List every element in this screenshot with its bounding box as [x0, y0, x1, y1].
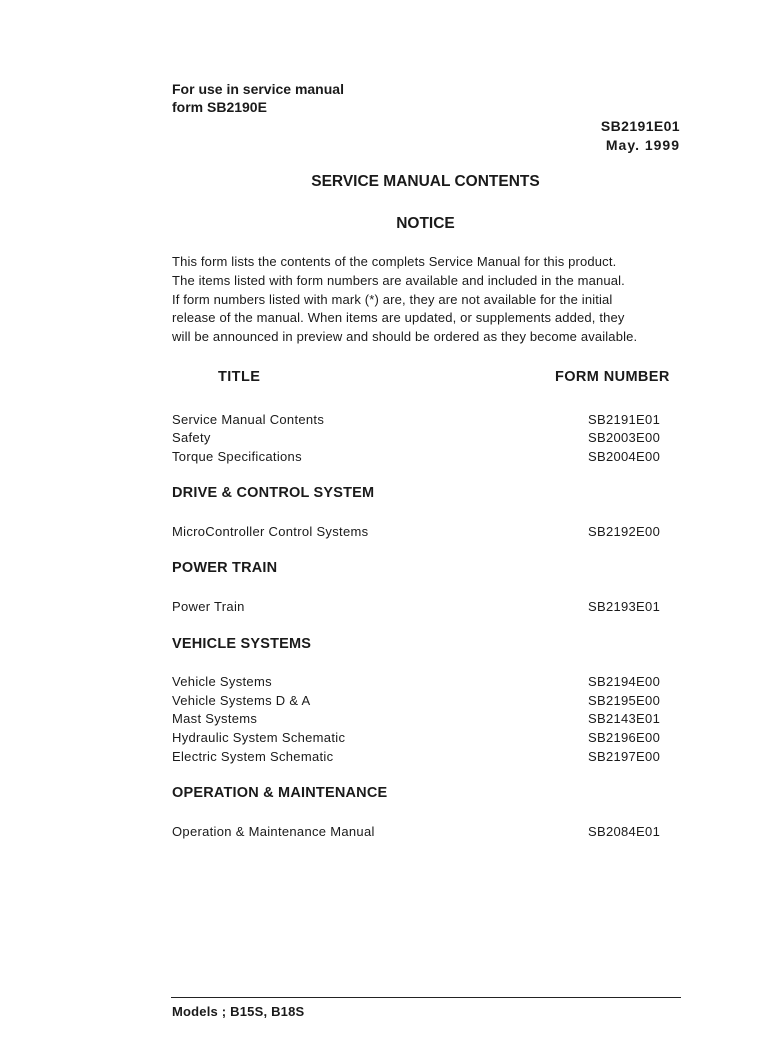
- footer-models: Models ; B15S, B18S: [172, 1004, 305, 1019]
- contents-item-form-number: SB2143E01: [588, 711, 661, 726]
- contents-item-title: Vehicle Systems: [172, 674, 272, 689]
- use-note-line-2: form SB2190E: [172, 99, 267, 115]
- contents-item-title: MicroController Control Systems: [172, 524, 369, 539]
- notice-line: The items listed with form numbers are available and included in the manual.: [172, 273, 625, 288]
- contents-item-title: Operation & Maintenance Manual: [172, 824, 375, 839]
- section-heading-operation-maintenance: OPERATION & MAINTENANCE: [172, 785, 388, 801]
- notice-line: will be announced in preview and should be ordered as they become available.: [172, 329, 638, 344]
- notice-line: If form numbers listed with mark (*) are, they are not available for the initial: [172, 292, 613, 307]
- contents-item-form-number: SB2192E00: [588, 524, 661, 539]
- contents-item-title: Electric System Schematic: [172, 749, 334, 764]
- contents-item-form-number: SB2195E00: [588, 693, 661, 708]
- section-heading-power-train: POWER TRAIN: [172, 560, 278, 576]
- contents-item-title: Hydraulic System Schematic: [172, 730, 346, 745]
- section-heading-drive-control: DRIVE & CONTROL SYSTEM: [172, 485, 375, 501]
- contents-item-form-number: SB2197E00: [588, 749, 661, 764]
- page-title: SERVICE MANUAL CONTENTS: [311, 173, 540, 190]
- section-heading-vehicle-systems: VEHICLE SYSTEMS: [172, 636, 312, 652]
- notice-line: release of the manual. When items are updated, or supplements added, they: [172, 310, 625, 325]
- notice-line: This form lists the contents of the complets Service Manual for this product.: [172, 254, 617, 269]
- document-number: SB2191E01: [600, 118, 680, 134]
- use-note-line-1: For use in service manual: [172, 81, 344, 97]
- contents-item-title: Vehicle Systems D & A: [172, 693, 311, 708]
- contents-item-title: Service Manual Contents: [172, 412, 325, 427]
- contents-item-form-number: SB2003E00: [588, 430, 661, 445]
- contents-item-form-number: SB2193E01: [588, 599, 661, 614]
- notice-heading: NOTICE: [396, 215, 455, 232]
- contents-item-form-number: SB2194E00: [588, 674, 661, 689]
- column-header-title: TITLE: [218, 369, 261, 385]
- contents-item-form-number: SB2004E00: [588, 449, 661, 464]
- document-date: May. 1999: [605, 137, 680, 153]
- contents-item-title: Power Train: [172, 599, 245, 614]
- footer-divider: [171, 997, 681, 998]
- contents-item-form-number: SB2084E01: [588, 824, 661, 839]
- contents-item-title: Torque Specifications: [172, 449, 302, 464]
- contents-item-form-number: SB2191E01: [588, 412, 661, 427]
- contents-item-title: Safety: [172, 430, 211, 445]
- column-header-form-number: FORM NUMBER: [555, 369, 670, 385]
- contents-item-form-number: SB2196E00: [588, 730, 661, 745]
- contents-item-title: Mast Systems: [172, 711, 258, 726]
